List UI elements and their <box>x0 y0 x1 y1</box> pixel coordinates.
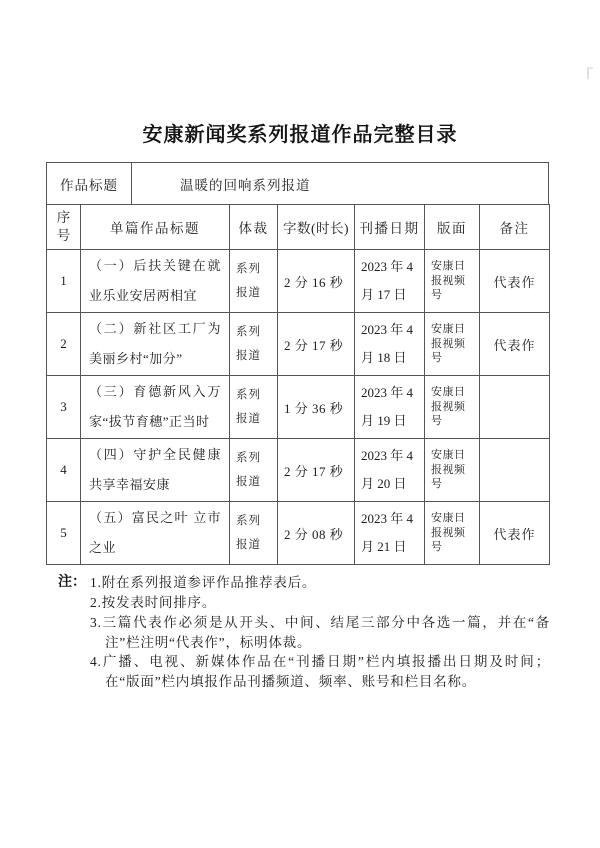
footnotes-list <box>90 573 550 692</box>
cell-remark <box>480 376 550 439</box>
cell-seq: 4 <box>47 439 81 502</box>
cell-genre: 系列报道 <box>230 376 278 439</box>
header-title: 单篇作品标题 <box>81 205 230 250</box>
table-header-row <box>47 205 550 250</box>
cell-title: （四）守护全民健康 共享幸福安康 <box>81 439 230 502</box>
footnote-item: 3.三篇代表作必须是从开头、中间、结尾三部分中各选一篇，并在“备注”栏注明“代表作”，标明体裁。 <box>90 614 550 650</box>
cell-seq: 1 <box>47 250 81 313</box>
cell-genre: 系列报道 <box>230 439 278 502</box>
table-row <box>47 502 550 565</box>
cell-remark: 代表作 <box>480 250 550 313</box>
cell-date: 2023 年 4 月 21 日 <box>355 502 425 565</box>
cell-title: （三）育德新风入万家“拔节育穗”正当时 <box>81 376 230 439</box>
table-row <box>47 439 550 502</box>
cell-date: 2023 年 4 月 18 日 <box>355 313 425 376</box>
work-title-value: 温暖的回响系列报道 <box>132 163 549 205</box>
cell-genre: 系列报道 <box>230 502 278 565</box>
footnote-item: 4.广播、电视、新媒体作品在“刊播日期”栏内填报播出日期及时间；在“版面”栏内填报作品刊播频道、频率、账号和栏目名称。 <box>90 654 550 690</box>
page-title: 安康新闻奖系列报道作品完整目录 <box>142 124 458 146</box>
cell-outlet: 安康日报视频号 <box>425 439 480 502</box>
footnote-item: 1.附在系列报道参评作品推荐表后。 <box>90 575 317 590</box>
cell-remark: 代表作 <box>480 502 550 565</box>
cell-date: 2023 年 4 月 17 日 <box>355 250 425 313</box>
cell-title: （二）新社区工厂为美丽乡村“加分” <box>81 313 230 376</box>
cell-length: 2 分 17 秒 <box>278 439 355 502</box>
work-title-table <box>46 162 549 205</box>
cell-length: 2 分 17 秒 <box>278 313 355 376</box>
cell-date: 2023 年 4 月 20 日 <box>355 439 425 502</box>
cell-seq: 2 <box>47 313 81 376</box>
work-title-label: 作品标题 <box>47 163 132 205</box>
header-seq: 序号 <box>47 205 81 250</box>
cell-outlet: 安康日报视频号 <box>425 376 480 439</box>
table-row <box>47 376 550 439</box>
cell-title: （一）后扶关键在就业乐业安居两相宜 <box>81 250 230 313</box>
header-length: 字数(时长) <box>278 205 355 250</box>
cell-genre: 系列报道 <box>230 250 278 313</box>
cell-date: 2023 年 4 月 19 日 <box>355 376 425 439</box>
cell-title: （五）富民之叶 立市之业 <box>81 502 230 565</box>
header-genre: 体裁 <box>230 205 278 250</box>
table-row <box>47 250 550 313</box>
cell-seq: 5 <box>47 502 81 565</box>
footnotes-label: 注： <box>58 575 86 590</box>
cell-genre: 系列报道 <box>230 313 278 376</box>
footnotes <box>58 573 550 692</box>
header-outlet: 版面 <box>425 205 480 250</box>
table-row <box>47 313 550 376</box>
header-date: 刊播日期 <box>355 205 425 250</box>
cell-outlet: 安康日报视频号 <box>425 250 480 313</box>
cell-remark: 代表作 <box>480 313 550 376</box>
header-remark: 备注 <box>480 205 550 250</box>
cell-remark <box>480 439 550 502</box>
cell-length: 2 分 16 秒 <box>278 250 355 313</box>
footnote-item: 2.按发表时间排序。 <box>90 594 217 610</box>
cell-seq: 3 <box>47 376 81 439</box>
cell-outlet: 安康日报视频号 <box>425 313 480 376</box>
works-catalog-table <box>46 204 550 565</box>
cell-outlet: 安康日报视频号 <box>425 502 480 565</box>
cell-length: 1 分 36 秒 <box>278 376 355 439</box>
scan-artifact-mark <box>587 67 593 79</box>
work-title-row <box>47 163 549 205</box>
cell-length: 2 分 08 秒 <box>278 502 355 565</box>
